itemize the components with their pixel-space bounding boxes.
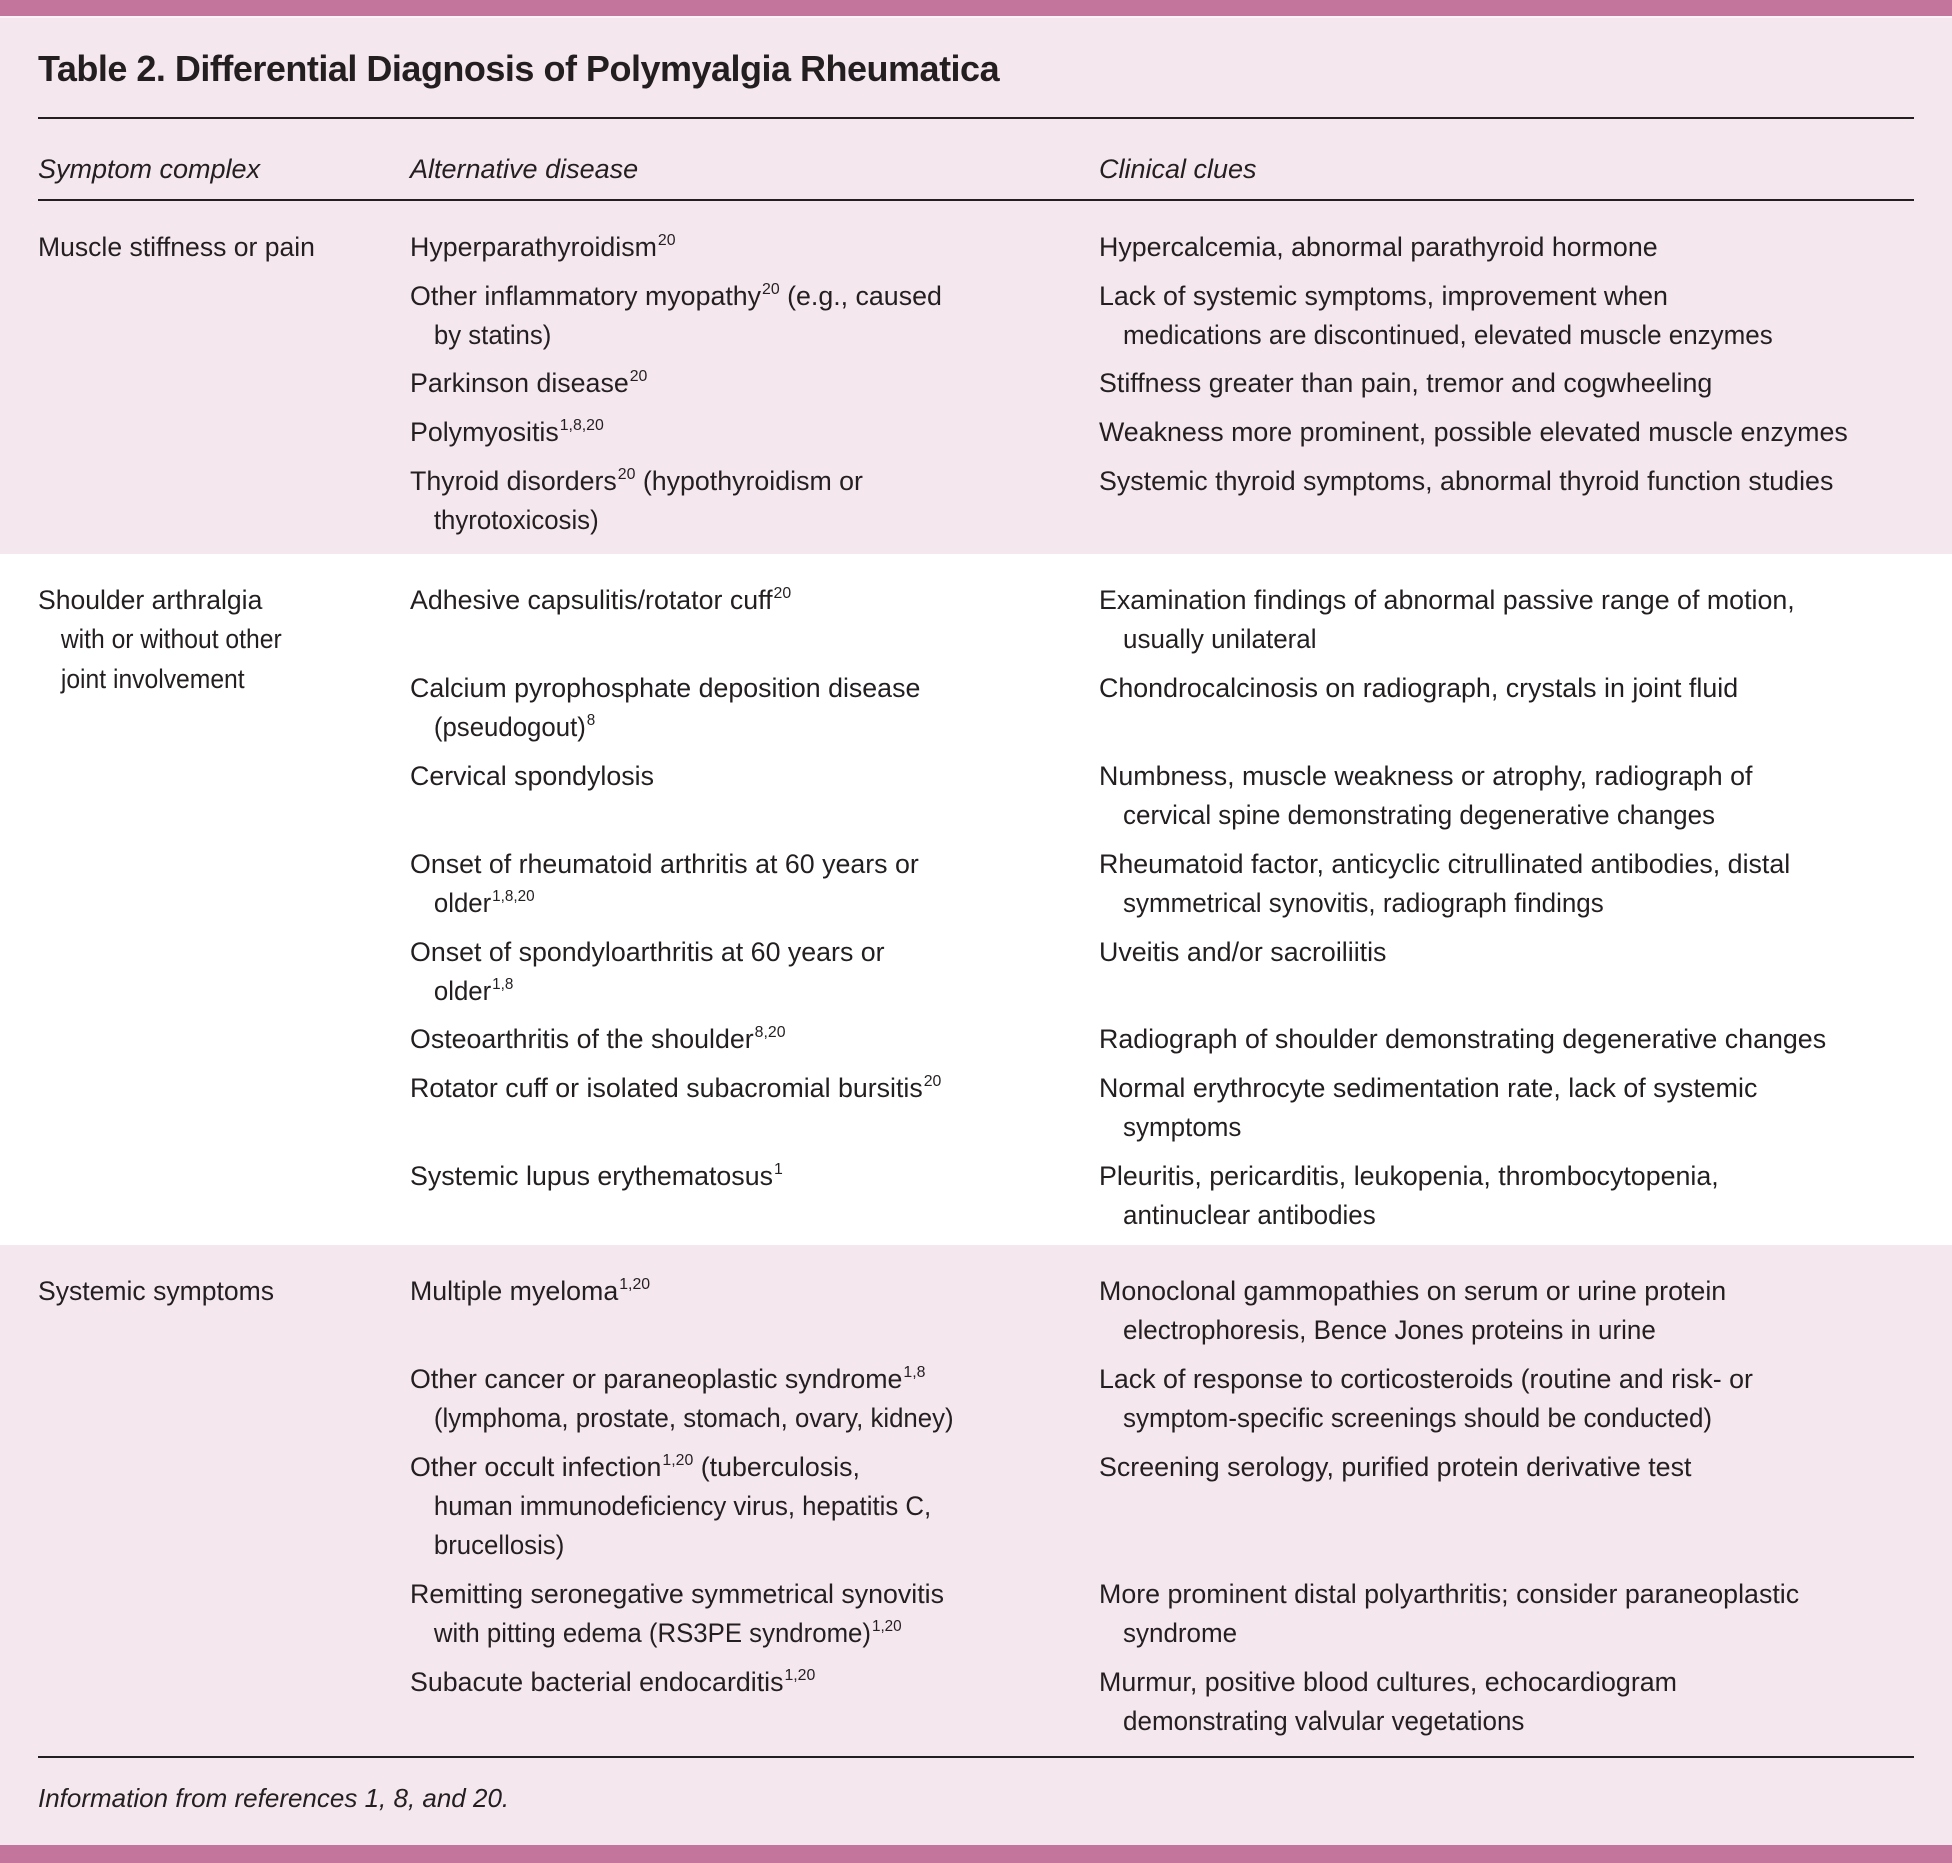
disease-line [410, 364, 1093, 403]
symptom-line: Systemic symptoms [38, 1276, 275, 1306]
disease-text: Onset of rheumatoid arthritis at 60 years or [410, 848, 919, 879]
clue-line: Systemic thyroid symptoms, abnormal thyroid function studies [1099, 465, 1834, 496]
clue-line: electrophoresis, Bence Jones proteins in urine [1123, 1315, 1656, 1346]
reference-superscript: 8,20 [754, 1024, 786, 1042]
clue-line: cervical spine demonstrating degenerative changes [1123, 800, 1716, 831]
alternative-disease-cell [410, 1020, 1099, 1059]
bottom-accent-bar [0, 1845, 1952, 1863]
clue-line: Murmur, positive blood cultures, echocardiogram [1099, 1666, 1677, 1697]
disease-text: human immunodeficiency virus, hepatitis C, [433, 1491, 932, 1522]
clue-line: Monoclonal gammopathies on serum or urine protein [1099, 1276, 1727, 1306]
disease-line [410, 1157, 1093, 1196]
reference-superscript: 20 [657, 232, 676, 249]
header-clinical-clues: Clinical clues [1099, 154, 1257, 184]
clue-line: Chondrocalcinosis on radiograph, crystals in joint fluid [1099, 672, 1739, 703]
clinical-clues-cell [1099, 1069, 1914, 1148]
table-row [410, 277, 1914, 356]
disease-text: (lymphoma, prostate, stomach, ovary, kidney) [433, 1403, 954, 1434]
alternative-disease-cell [410, 1663, 1099, 1742]
top-accent-bar [0, 0, 1952, 16]
clinical-clues-cell [1099, 1448, 1914, 1566]
disease-line [410, 1272, 1093, 1311]
alternative-disease-cell [410, 1069, 1099, 1148]
header-alternative-disease: Alternative disease [410, 154, 639, 184]
reference-superscript: 1,8 [903, 1363, 926, 1381]
reference-superscript: 1,8,20 [492, 887, 535, 905]
reference-superscript: 20 [773, 585, 792, 602]
clinical-clues-cell [1099, 1360, 1914, 1439]
clue-line: Hypercalcemia, abnormal parathyroid hormone [1099, 232, 1658, 262]
disease-text: brucellosis) [433, 1530, 565, 1561]
clinical-clues-cell [1099, 581, 1914, 660]
clinical-clues-cell [1099, 1663, 1914, 1742]
disease-line [410, 708, 1068, 747]
clue-line: Uveitis and/or sacroiliitis [1099, 936, 1387, 967]
clue-line: Weakness more prominent, possible elevated muscle enzymes [1099, 417, 1848, 448]
disease-text-suffix: (hypothyroidism or [635, 465, 863, 496]
disease-text: Onset of spondyloarthritis at 60 years or [410, 936, 885, 967]
alternative-disease-cell [410, 1360, 1099, 1439]
alternative-disease-cell [410, 1157, 1099, 1236]
disease-line [410, 1575, 1093, 1614]
reference-superscript: 1,20 [871, 1618, 902, 1636]
section-rows [410, 228, 1914, 550]
reference-superscript: 20 [762, 280, 780, 298]
reference-superscript: 1 [773, 1160, 783, 1178]
disease-text: Other cancer or paraneoplastic syndrome [410, 1363, 903, 1394]
clue-line: Pleuritis, pericarditis, leukopenia, thrombocytopenia, [1099, 1160, 1719, 1191]
disease-line [410, 1360, 1093, 1399]
clinical-clues-cell [1099, 933, 1914, 1012]
disease-text: thyrotoxicosis) [433, 504, 599, 535]
disease-line [410, 462, 1093, 501]
clinical-clues-cell [1099, 277, 1914, 356]
alternative-disease-cell [410, 277, 1099, 356]
disease-line [410, 933, 1093, 972]
disease-line [410, 757, 1093, 796]
clue-line: Normal erythrocyte sedimentation rate, lack of systemic [1099, 1073, 1758, 1104]
clue-line: Rheumatoid factor, anticyclic citrullinated antibodies, distal [1099, 848, 1791, 879]
clue-line: Screening serology, purified protein derivative test [1099, 1451, 1692, 1482]
disease-line [410, 1020, 1093, 1059]
table-row [410, 413, 1914, 452]
disease-line [410, 1069, 1093, 1108]
disease-line [410, 228, 1093, 267]
disease-text: Osteoarthritis of the shoulder [410, 1024, 754, 1055]
table-row [410, 1157, 1914, 1236]
disease-text: Other inflammatory myopathy [410, 280, 762, 311]
disease-text: Parkinson disease [410, 368, 629, 399]
disease-text-suffix: (e.g., caused [779, 280, 942, 311]
clue-line: medications are discontinued, elevated muscle enzymes [1123, 319, 1773, 350]
clinical-clues-cell [1099, 1157, 1914, 1236]
table-row [410, 462, 1914, 541]
disease-text: Calcium pyrophosphate deposition disease [410, 672, 921, 703]
alternative-disease-cell [410, 1575, 1099, 1654]
alternative-disease-cell [410, 1448, 1099, 1566]
table-row [410, 581, 1914, 660]
reference-superscript: 1,20 [662, 1451, 694, 1469]
disease-text: Cervical spondylosis [410, 760, 654, 791]
table-row [410, 757, 1914, 836]
symptom-complex-cell [38, 581, 398, 699]
disease-text: Subacute bacterial endocarditis [410, 1666, 784, 1697]
disease-text: older [433, 887, 492, 918]
disease-line [410, 1448, 1093, 1487]
disease-text: Multiple myeloma [410, 1276, 619, 1306]
clinical-clues-cell [1099, 757, 1914, 836]
clue-line: Radiograph of shoulder demonstrating degenerative changes [1099, 1024, 1827, 1055]
disease-line [410, 277, 1093, 316]
disease-text: older [433, 975, 492, 1006]
clue-line: usually unilateral [1123, 624, 1317, 655]
disease-line [410, 1663, 1093, 1702]
disease-text: (pseudogout) [433, 712, 586, 743]
symptom-line: Muscle stiffness or pain [38, 232, 315, 262]
reference-superscript: 1,20 [619, 1276, 651, 1293]
disease-line [410, 316, 1068, 355]
disease-line [410, 581, 1093, 620]
clinical-clues-cell [1099, 462, 1914, 541]
disease-line [410, 1487, 1068, 1526]
section-muscle-stiffness [0, 201, 1952, 554]
clue-line: symptom-specific screenings should be conducted) [1123, 1403, 1713, 1434]
disease-line [410, 1399, 1068, 1438]
symptom-line: joint involvement [60, 663, 245, 694]
disease-line [410, 669, 1093, 708]
clue-line: More prominent distal polyarthritis; consider paraneoplastic [1099, 1578, 1800, 1609]
disease-text: Rotator cuff or isolated subacromial bursitis [410, 1073, 923, 1104]
clue-line: symmetrical synovitis, radiograph findings [1123, 887, 1604, 918]
disease-text: Adhesive capsulitis/rotator cuff [410, 585, 773, 615]
clue-line: symptoms [1123, 1112, 1242, 1143]
footnote: Information from references 1, 8, and 20. [38, 1783, 510, 1813]
clue-line: Examination findings of abnormal passive range of motion, [1099, 585, 1795, 615]
disease-line [410, 501, 1068, 540]
clinical-clues-cell [1099, 845, 1914, 924]
reference-superscript: 1,8,20 [559, 417, 604, 435]
title-rule [38, 117, 1914, 119]
reference-superscript: 20 [923, 1073, 942, 1091]
table-row [410, 1069, 1914, 1148]
symptom-complex-cell [38, 228, 398, 267]
clinical-clues-cell [1099, 1272, 1914, 1351]
disease-line [410, 845, 1093, 884]
disease-text-suffix: (tuberculosis, [693, 1451, 860, 1482]
alternative-disease-cell [410, 933, 1099, 1012]
table-row [410, 845, 1914, 924]
table-row [410, 1360, 1914, 1439]
table-row [410, 364, 1914, 403]
clue-line: Lack of response to corticosteroids (routine and risk- or [1099, 1363, 1753, 1394]
symptom-complex-cell [38, 1272, 398, 1311]
disease-text: Systemic lupus erythematosus [410, 1160, 773, 1191]
table-row [410, 228, 1914, 267]
section-rows [410, 581, 1914, 1245]
section-systemic-symptoms [0, 1245, 1952, 1755]
clue-line: antinuclear antibodies [1123, 1200, 1376, 1231]
disease-line [410, 413, 1093, 452]
alternative-disease-cell [410, 413, 1099, 452]
disease-text: with pitting edema (RS3PE syndrome) [433, 1618, 871, 1649]
table-row [410, 1020, 1914, 1059]
reference-superscript: 8 [586, 712, 596, 730]
clinical-clues-cell [1099, 1575, 1914, 1654]
table-title: Table 2. Differential Diagnosis of Polymyalgia Rheumatica [38, 48, 1000, 89]
disease-line [410, 1614, 1068, 1653]
clinical-clues-cell [1099, 669, 1914, 748]
disease-line [410, 1526, 1068, 1565]
reference-superscript: 1,20 [784, 1666, 816, 1684]
table-row [410, 933, 1914, 1012]
section-rows [410, 1272, 1914, 1751]
disease-text: Thyroid disorders [410, 465, 617, 496]
alternative-disease-cell [410, 364, 1099, 403]
alternative-disease-cell [410, 669, 1099, 748]
disease-line [410, 972, 1068, 1011]
alternative-disease-cell [410, 581, 1099, 660]
alternative-disease-cell [410, 228, 1099, 267]
symptom-line: with or without other [60, 624, 282, 655]
alternative-disease-cell [410, 757, 1099, 836]
symptom-line: Shoulder arthralgia [38, 585, 263, 615]
clinical-clues-cell [1099, 413, 1914, 452]
table-row [410, 669, 1914, 748]
disease-line [410, 884, 1068, 923]
disease-text: Polymyositis [410, 417, 559, 448]
alternative-disease-cell [410, 845, 1099, 924]
clue-line: demonstrating valvular vegetations [1123, 1706, 1525, 1737]
disease-text: Other occult infection [410, 1451, 662, 1482]
clue-line: Numbness, muscle weakness or atrophy, radiograph of [1099, 760, 1753, 791]
reference-superscript: 1,8 [492, 975, 514, 993]
clinical-clues-cell [1099, 1020, 1914, 1059]
table-row [410, 1272, 1914, 1351]
disease-text: Hyperparathyroidism [410, 232, 657, 262]
disease-text: by statins) [433, 319, 552, 350]
reference-superscript: 20 [617, 465, 636, 483]
table-row [410, 1663, 1914, 1742]
clinical-clues-cell [1099, 228, 1914, 267]
reference-superscript: 20 [629, 368, 648, 386]
footer-rule [38, 1756, 1914, 1758]
alternative-disease-cell [410, 462, 1099, 541]
clue-line: Lack of systemic symptoms, improvement when [1099, 280, 1668, 311]
section-shoulder-arthralgia [0, 554, 1952, 1245]
clue-line: Stiffness greater than pain, tremor and cogwheeling [1099, 368, 1713, 399]
disease-text: Remitting seronegative symmetrical synovitis [410, 1578, 944, 1609]
header-symptom-complex: Symptom complex [38, 154, 261, 184]
clue-line: syndrome [1123, 1618, 1238, 1649]
table-row [410, 1575, 1914, 1654]
clinical-clues-cell [1099, 364, 1914, 403]
alternative-disease-cell [410, 1272, 1099, 1351]
table-row [410, 1448, 1914, 1566]
